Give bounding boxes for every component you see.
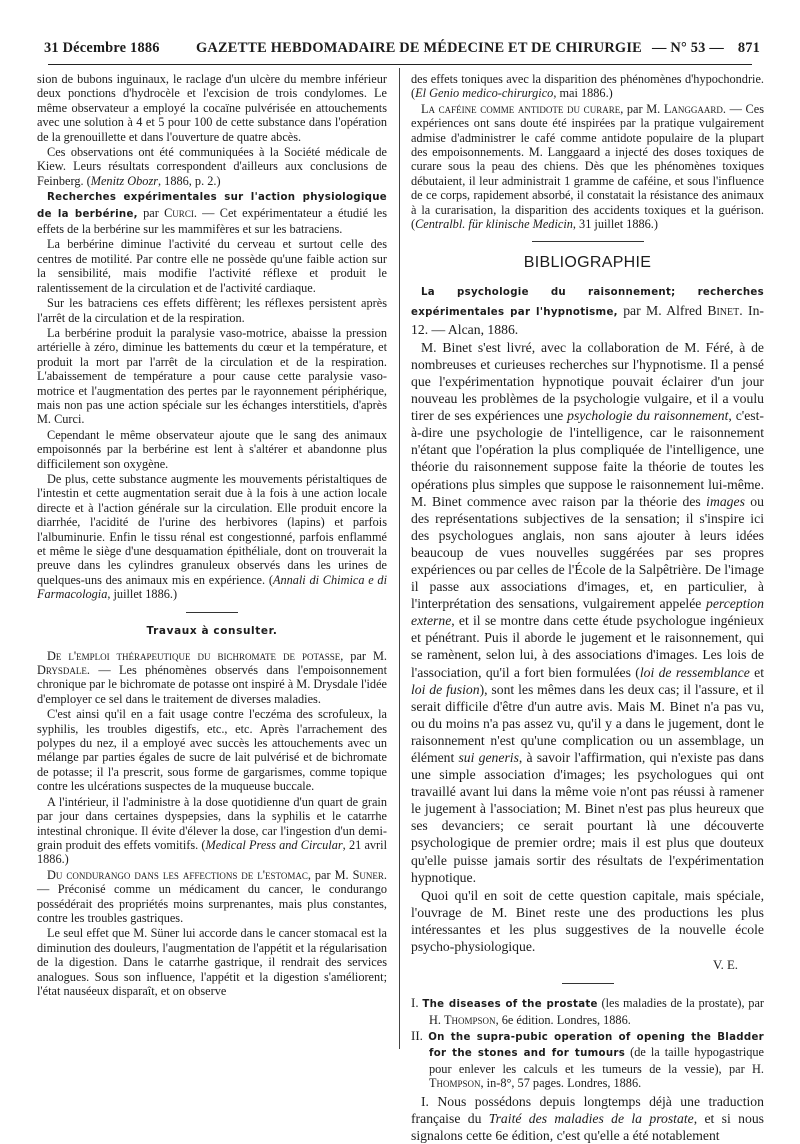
bibliography-item: I. The diseases of the prostate (les maladies de la prostate), par H. Thompson, 6e édition. Londres, 1886. [411, 995, 765, 1027]
article-cafeine: La caféine comme antidote du curare, par M. Langgaard. — Ces expériences ont sans doute été inspirées par la pratique vulgairement admise d'administrer le café comme antidote populaire de la plupart des empoisonnements. M. Langgaard a injecté des doses toxiques de curare sous la peau des chiens. Dès que les phénomènes toxiques débutaient, il leur administrait 1 gramme de caféine, et sous l'influence de ce corps, rapidement absorbé, il constatait la résistance des animaux à la curarisation, la disparition des accidents toxiques et la guérison. (Centralbl. für klinische Medicin, 31 juillet 1886.) [411, 101, 764, 232]
author-name: Drysdale [37, 663, 87, 678]
review-thompson [411, 1093, 764, 1144]
review-binet [411, 282, 764, 955]
article-heading: La caféine comme antidote du curare, [421, 101, 624, 116]
article-bichromate: De l'emploi thérapeutique du bichromate de potasse, par M. Drysdale. — Les phénomènes observés dans l'empoisonnement chronique par le bichromate de potasse ont inspiré à M. Drysdale l'idée d'employer ce sel dans le traitement de diverses maladies. [37, 648, 387, 706]
citation: Centralbl. für klinische Medicin [415, 217, 573, 232]
author-name: Langgaard [663, 101, 723, 116]
author-name: Suner [352, 867, 384, 882]
review-body: M. Binet s'est livré, avec la collaboration de M. Féré, à de nombreuses et curieuses recherches sur l'hypnotisme. Il a pensé que l'expérimentation hypnotique pouvait éclairer d'un jour nouveau les problèmes de la psychologie vulgaire, et il a voulu tirer de ses expériences une psychologie du raisonnement, c'est-à-dire une psychologie de l'intelligence, car le raisonnement n'étant que l'opération la plus compliquée de l'intelligence, une théorie du raisonnement suppose faite la théorie de toutes les opérations plus simples que suppose le raisonnement lui-même. M. Binet commence avec raison par la théorie des images ou des représentations subjectives de la sensation; il s'inspire ici des psychologues anglais, non sans ajouter à leurs idées beaucoup de vues nouvelles suggérées par ses propres expériences ou par celles de l'École de la Salpêtrière. De l'image il passe aux associations d'images, et, en particulier, à l'interprétation des sensations, vulgairement appelée perception externe, et il se montre dans cette étude psychologue ingénieux et pénétrant. Puis il aborde le jugement et le raisonnement, qui se ramènent, selon lui, à des associations d'images. Les lois de l'association, qu'il a fort bien formulées (loi de ressemblance et loi de fusion), sont les mêmes dans les deux cas; il l'assure, et il serait difficile d'être d'un autre avis. Mais M. Binet n'a pas vu, ou du moins n'a pas assez vu, qu'il y a dans le jugement, dont le raisonnement n'est qu'une complication ou un assemblage, un élément sui generis, à savoir l'affirmation, qui n'existe pas dans une simple association d'images; les psychologues qui ont travaillé avant lui dans la même voie n'ont pas réussi à ramener le jugement à l'association; M. Binet n'est pas plus heureux que ses devanciers; ce serait pourtant là une découverte psychologique de premier ordre; mais il est plus que douteux qu'elle puisse jamais sortir des résultats de l'expérimentation hypnotique. [411, 339, 764, 885]
separator-rule [186, 612, 238, 613]
author-name: Thompson [444, 1012, 496, 1027]
right-column [411, 72, 765, 1143]
book-title: La psychologie du raisonnement; recherches expérimentales par l'hypnotisme, [411, 287, 764, 318]
citation: El Genio medico-chirurgico [415, 86, 554, 101]
citation: Annali di Chimica e di Farmacologia [37, 572, 387, 602]
article-condurango: Du condurango dans les affections de l'estomac, par M. Suner. — Préconisé comme un médicament du cancer, le condurango possédérait des propriétés moins surprenantes, mais plus constantes, contre les troubles gastriques. [37, 867, 387, 925]
paragraph: A l'intérieur, il l'administre à la dose quotidienne d'un quart de grain par jour dans certaines dyspepsies, dans la syphilis et le catarrhe intestinal chronique. Il évite d'élever la dose, car l'ingestion d'un demi-grain produit des effets vomitifs. (Medical Press and Circular, 21 avril 1886.) [37, 794, 387, 867]
author-name: Thompson [429, 1076, 481, 1091]
paragraph: De plus, cette substance augmente les mouvements péristaltiques de l'intestin et cette augmentation serait due à la fois à une action locale directe et à l'action générale sur la circulation. Elle produit encore la diarrhée, l'acidité de l'urine des herbivores (lapins) et parfois l'albuminurie. Enfin le tissu rénal est congestionné, parfois enflammé et même le siège d'une desquamation épithéliale, dont on trouverait la preuve dans les cylindres granuleux observés dans les urines de quelques-uns des animaux mis en expérience. (Annali di Chimica e di Farmacologia, juillet 1886.) [37, 471, 387, 602]
paragraph: I. Nous possédons depuis longtemps déjà une traduction française du Traité des maladies de la prostate, et si nous signalons cette 6e édition, c'est qu'elle a été notablement [411, 1093, 764, 1143]
reviewer-signature: V. E. [712, 958, 738, 973]
paragraph: La berbérine produit la paralysie vaso-motrice, abaisse la pression artérielle à zéro, diminue les battements du cœur et la température, et produit la mort par l'arrêt de la circulation et de la respiration. L'abaissement de température a pour cause cette paralysie vaso-motrice et l'augmentation des pertes par le rayonnement périphérique, mais non pas une action spéciale sur les échanges interstitiels, d'après M. Curci. [37, 325, 387, 427]
author-name: Curci [164, 205, 194, 220]
paragraph: Cependant le même observateur ajoute que le sang des animaux empoisonnés par la berbérine est lent à s'altérer et abandonne plus difficilement son oxygène. [37, 427, 387, 471]
article-heading: De l'emploi thérapeutique du bichromate de potasse, [47, 648, 344, 663]
bibliography-item: II. On the supra-pubic operation of opening the Bladder for the stones and for tumours (de la taille hypogastrique pour enlever les calculs et les tumeurs de la vessie), par H. Thompson, in-8°, 57 pages. Londres, 1886. [411, 1027, 764, 1091]
citation: Menitz Obozr [90, 173, 159, 188]
column-divider [399, 68, 400, 1049]
paragraph: Sur les batraciens ces effets diffèrent; les réflexes persistent après l'arrêt de la circulation et de la respiration. [37, 296, 387, 325]
page-number: 871 [737, 40, 760, 56]
citation: Medical Press and Circular [205, 837, 343, 852]
paragraph: C'est ainsi qu'il en a fait usage contre l'eczéma des scrofuleux, la syphilis, les troubles digestifs, etc., etc. Après l'arrachement des polypes du nez, il a employé avec succès les attouchements avec un mélange par parties égales de sucre de lait pulvérisé et de bichromate de potasse; il l'a prescrit, sous forme de gargarismes, comme topique contre les ulcérations suspectes de la muqueuse buccale. [37, 707, 387, 794]
paragraph-kiew: Ces observations ont été communiquées à la Société médicale de Kiew. Leurs résultats correspondent d'ailleurs aux conclusions de Feinberg. (Menitz Obozr, 1886, p. 2.) [37, 145, 387, 188]
header-rule [48, 64, 752, 65]
issue-date: 31 Décembre 1886 [44, 40, 160, 56]
article-heading: Recherches expérimentales sur l'action physiologique de la berbérine, [37, 192, 387, 220]
citation: Traité des maladies de la prostate [488, 1110, 694, 1126]
section-heading-bibliographie: BIBLIOGRAPHIE [523, 254, 652, 272]
issue-number: — N° 53 — [652, 40, 724, 56]
book-title: On the supra-pubic operation of opening the Bladder for the stones and for tumours [428, 1031, 764, 1060]
paragraph: La berbérine diminue l'activité du cerveau et surtout celle des centres de motilité. Par contre elle ne possède qu'une faible action sur la sensibilité, mais modifie l'activité réflexe et produit le ralentissement de la circulation et de l'activité cardiaque. [37, 237, 387, 295]
author-name: Binet [707, 302, 740, 318]
running-header [44, 40, 760, 60]
paragraph-condurango-end: des effets toniques avec la disparition des phénomènes d'hypochondrie. (El Genio medico-chirurgico, mai 1886.) [411, 72, 764, 101]
review-heading: La psychologie du raisonnement; recherches expérimentales par l'hypnotisme, par M. Alfred Binet. In-12. — Alcan, 1886. [411, 287, 764, 337]
review-conclusion: Quoi qu'il en soit de cette question capitale, mais spéciale, l'ouvrage de M. Binet reste une des productions les plus intéressantes et les plus suggestives de la nouvelle école psycho-physiologique. [411, 887, 764, 955]
journal-title: GAZETTE HEBDOMADAIRE DE MÉDECINE ET DE CHIRURGIE [196, 40, 642, 56]
separator-rule [532, 241, 644, 242]
paragraph: Le seul effet que M. Süner lui accorde dans le cancer stomacal est la diminution des douleurs, l'augmentation de l'appétit et la régularisation de la digestion. Dans le catarrhe gastrique, il rendrait des services analogues. Sous son influence, l'appétit et la digestion s'améliorent; l'état nauséeux disparaît, et on observe [37, 926, 387, 998]
paragraph-cocaine-end: sion de bubons inguinaux, le raclage d'un ulcère du membre inférieur deux ponctions d'hydrocèle et l'excision de trois condylomes. Le même observateur a employé la cocaïne pulvérisée en attouchements avec une solution à 4 et 5 pour 100 de cette substance dans l'opération de la grenouillette et dans l'ouverture de quatre abcès. [37, 72, 387, 144]
book-title: The diseases of the prostate [422, 999, 598, 1011]
article-berberine-intro: Recherches expérimentales sur l'action physiologique de la berbérine, par Curci. — Cet expérimentateur a étudié les effets de la berbérine sur les mammifères et sur les batraciens. [37, 192, 387, 237]
separator-rule [562, 983, 614, 984]
left-column [37, 72, 387, 1087]
article-heading: Du condurango dans les affections de l'estomac, [47, 867, 311, 882]
section-heading-travaux: Travaux à consulter. [146, 624, 278, 637]
